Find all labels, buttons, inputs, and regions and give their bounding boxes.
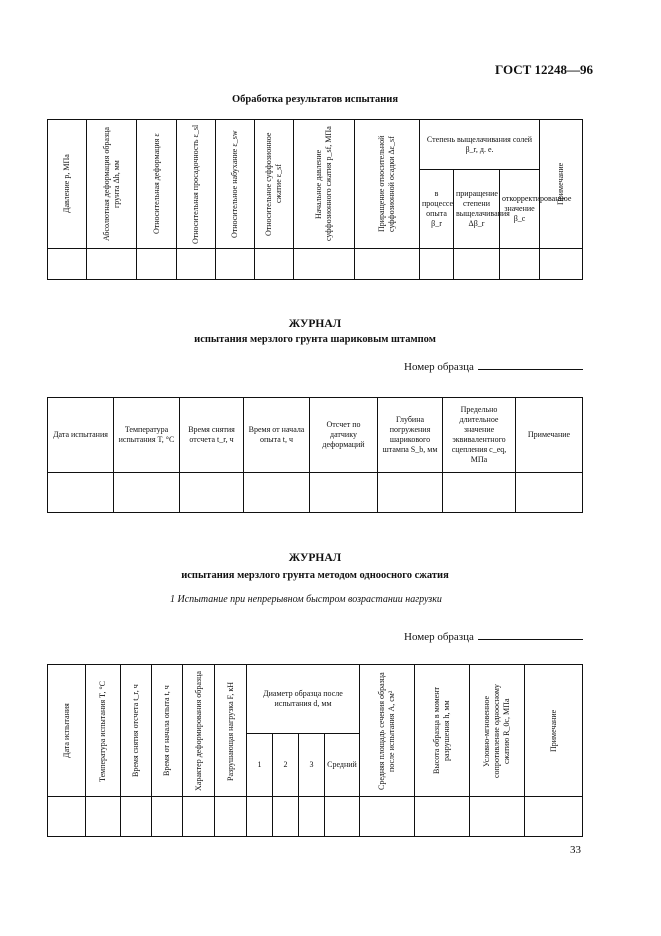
col-abs-deformation: Абсолютная деформация образца грунта Δh, мм: [101, 127, 121, 241]
col-diameter-1: 1: [247, 733, 273, 796]
col-rel-subsidence: Относительная просадочность ε_sl: [191, 124, 200, 244]
table-row: [48, 797, 583, 837]
col-rel-swelling: Относительное набухание ε_sw: [230, 130, 239, 238]
col-mean-area: Средняя площадь сечения образца после испытания A, см²: [377, 671, 396, 790]
col-rel-deformation: Относительная деформация ε: [151, 133, 161, 235]
col-increment-leaching: приращение степени выщелачивания Δβ_r: [454, 170, 500, 249]
col-elapsed-time: Время от начала опыта t, ч: [244, 398, 310, 473]
col-note: Примечание: [516, 398, 583, 473]
col-failure-height: Высота образца в момент разрушения h, мм: [432, 687, 451, 774]
journal2-sample-number: [404, 629, 583, 643]
col-failure-load: Разрушающая нагрузка F, кН: [225, 680, 235, 781]
col-date: Дата испытания: [48, 398, 114, 473]
col-deformation-character: Характер деформирования образца: [193, 670, 203, 791]
sample-number-field[interactable]: [478, 629, 583, 640]
group-leaching-degree: Степень выщелачивания солей β_r, д. е.: [420, 120, 540, 170]
journal1-subheading: испытания мерзлого грунта шариковым штампом: [194, 334, 436, 345]
col-increment-suffusion: Приращение относительной суффозионной осадки Δε_sf: [377, 135, 396, 233]
col-pressure: Давление p, МПа: [62, 154, 71, 214]
table1-title: Обработка результатов испытания: [231, 94, 399, 105]
results-processing-table: [47, 119, 583, 280]
journal1-sample-number: [404, 359, 583, 373]
col-rel-suffusion: Относительное суффозионное сжатие ε_sf: [264, 132, 283, 236]
col-in-process: в процессе опыта β_r: [420, 170, 454, 249]
col-compression-resistance: Условно-мгновенное сопротивление одноосному сжатию R_0c, МПа: [482, 683, 511, 778]
col-equiv-cohesion: Предельно длительное значение эквивалентного сцепления c_eq, МПа: [443, 398, 516, 473]
table-row: [48, 473, 583, 513]
journal2-subheading: испытания мерзлого грунта методом одноосного сжатия: [181, 570, 449, 581]
uniaxial-compression-journal-table: [47, 664, 583, 837]
col-note: Примечание: [548, 709, 558, 752]
ball-stamp-journal-table: [47, 397, 583, 513]
col-reading-time: Время снятия отсчета t_r, ч: [131, 684, 140, 777]
col-date: Дата испытания: [61, 703, 71, 758]
table-row: [48, 249, 583, 280]
col-reading-time: Время снятия отсчета t_r, ч: [180, 398, 244, 473]
sample-number-field[interactable]: [478, 359, 583, 370]
col-temperature: Температура испытания T, °C: [98, 680, 107, 782]
document-header: ГОСТ 12248—96: [495, 62, 594, 77]
col-sensor-reading: Отсчет по датчику деформаций: [310, 398, 378, 473]
journal1-heading: ЖУРНАЛ: [288, 318, 342, 330]
col-elapsed-time: Время от начала опыта t, ч: [162, 685, 171, 776]
col-diameter-mean: Средний: [325, 733, 360, 796]
col-temperature: Температура испытания T, °C: [114, 398, 180, 473]
col-corrected: откорректированное значение β_c: [500, 170, 540, 249]
col-diameter-3: 3: [299, 733, 325, 796]
col-note: Примечание: [556, 162, 566, 206]
col-diameter-2: 2: [273, 733, 299, 796]
journal2-section: 1 Испытание при непрерывном быстром возрастании нагрузки: [170, 594, 442, 605]
col-penetration-depth: Глубина погружения шарикового штампа S_b, мм: [378, 398, 443, 473]
col-initial-pressure: Начальное давление суффозионного сжатия p_sf, МПа: [314, 126, 333, 242]
journal2-heading: ЖУРНАЛ: [288, 552, 342, 564]
sample-label: Номер образца: [404, 631, 474, 643]
group-diameter: Диаметр образца после испытания d, мм: [247, 665, 360, 734]
page-number: 33: [570, 844, 581, 856]
sample-label: Номер образца: [404, 361, 474, 373]
